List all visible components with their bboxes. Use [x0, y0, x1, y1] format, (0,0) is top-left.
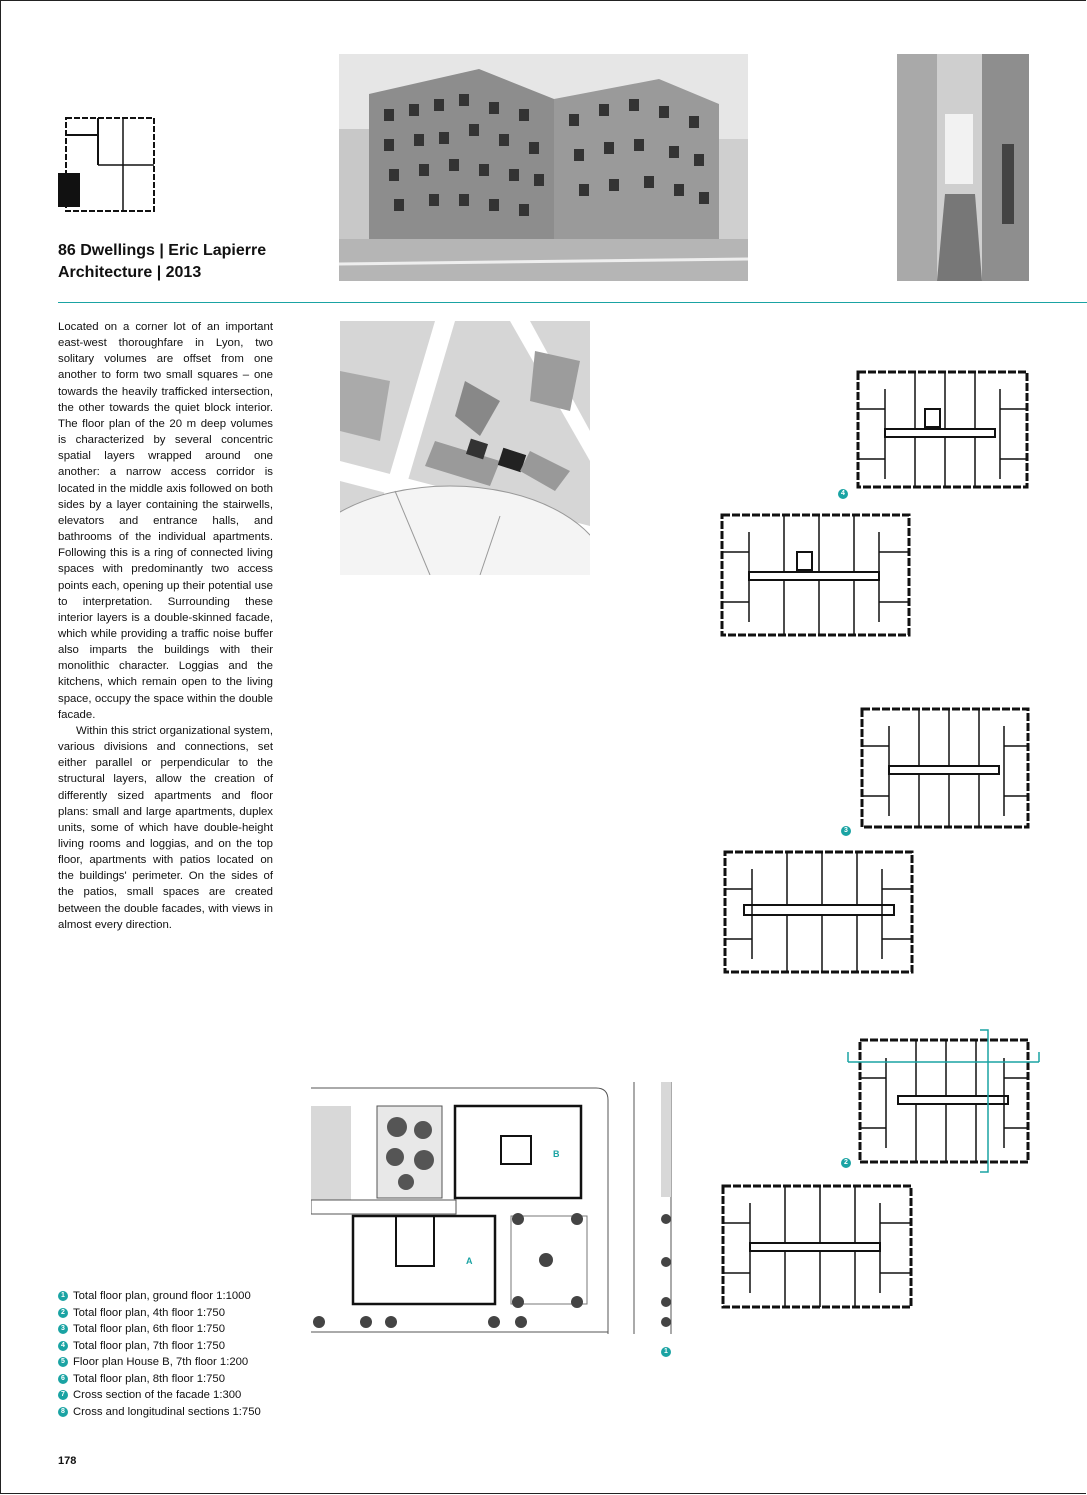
floor-plan-4th-b — [720, 1183, 914, 1310]
project-title: 86 Dwellings | Eric Lapierre Architecture | 2013 — [58, 242, 267, 281]
legend-item — [58, 1288, 261, 1305]
legend-item — [58, 1321, 261, 1338]
marker-plan-ground — [661, 1340, 676, 1358]
legend-number: 1 — [58, 1291, 68, 1301]
marker-number: 1 — [661, 1347, 671, 1357]
floor-plan-7th-b — [719, 512, 912, 638]
legend-text: Floor plan House B, 7th floor 1:200 — [73, 1356, 249, 1368]
corridor-photo — [897, 54, 1029, 281]
page-number: 178 — [58, 1455, 77, 1467]
house-a-label: A — [466, 1256, 473, 1266]
legend-item — [58, 1354, 261, 1371]
house-b-label: B — [553, 1149, 560, 1159]
marker-plan-6th — [841, 819, 856, 837]
body-paragraph-2: Within this strict organizational system, various divisions and connections, set either parallel or perpendicular to the structural layers, allow the creation of differently sized apartments and floor plans: small and large apartments, duplex units, some of which have double-height living rooms and loggias, and on the top floor, apartments with patios located on the buildings' perimeter. On the sides of the patios, small spaces are created between the double facades, with views in almost every direction. — [58, 724, 273, 931]
legend-number: 8 — [58, 1407, 68, 1417]
key-plan-thumbnail — [58, 115, 158, 213]
marker-number: 3 — [841, 826, 851, 836]
body-paragraph-1: Located on a corner lot of an important east-west thoroughfare in Lyon, two solitary volumes are offset from one another to form two small squares – one towards the heavily trafficked intersection, the other towards the quiet block interior. The floor plan of the 20 m deep volumes is characterized by several concentric spatial layers wrapped around one another: a narrow access corridor is located in the middle axis followed on both sides by a layer containing the stairwells, elevators and entrance halls, and bathrooms of the individual apartments. Following this is a ring of connected living spaces with predominantly two access points each, opening up their potential use to interpretation. Surrounding these interior layers is a double-skinned facade, which while providing a traffic noise buffer also imparts the buildings with their monolithic character. Loggias and the kitchens, which remain open to the living space, occupy the space within the double facade. — [58, 321, 273, 721]
legend-text: Cross and longitudinal sections 1:750 — [73, 1405, 261, 1418]
ground-floor-plan — [311, 1082, 673, 1335]
legend-item — [58, 1305, 261, 1322]
floor-plan-4th-a — [846, 1028, 1041, 1174]
marker-number: 2 — [841, 1158, 851, 1168]
marker-number: 4 — [838, 489, 848, 499]
legend-item — [58, 1371, 261, 1388]
floor-plan-6th-a — [859, 706, 1031, 830]
exterior-photo — [339, 54, 748, 281]
legend-number: 4 — [58, 1341, 68, 1351]
figure-legend — [58, 1288, 261, 1420]
legend-text: Total floor plan, ground floor 1:1000 — [73, 1290, 251, 1302]
floor-plan-6th-b — [722, 849, 915, 975]
legend-number: 6 — [58, 1374, 68, 1384]
legend-text: Total floor plan, 4th floor 1:750 — [73, 1306, 225, 1319]
legend-text: Total floor plan, 8th floor 1:750 — [73, 1372, 225, 1385]
legend-number: 7 — [58, 1390, 68, 1400]
floor-plan-7th-a — [855, 369, 1030, 490]
marker-plan-4th — [841, 1151, 856, 1169]
legend-text: Total floor plan, 6th floor 1:750 — [73, 1323, 225, 1335]
legend-item — [58, 1387, 261, 1404]
legend-number: 5 — [58, 1357, 68, 1367]
legend-text: Total floor plan, 7th floor 1:750 — [73, 1339, 225, 1352]
legend-item — [58, 1404, 261, 1421]
legend-number: 2 — [58, 1308, 68, 1318]
body-text — [58, 319, 273, 933]
legend-text: Cross section of the facade 1:300 — [73, 1389, 242, 1401]
legend-number: 3 — [58, 1324, 68, 1334]
marker-plan-7th — [838, 482, 853, 500]
accent-rule — [58, 302, 1087, 303]
site-map — [340, 321, 590, 575]
legend-item — [58, 1338, 261, 1355]
